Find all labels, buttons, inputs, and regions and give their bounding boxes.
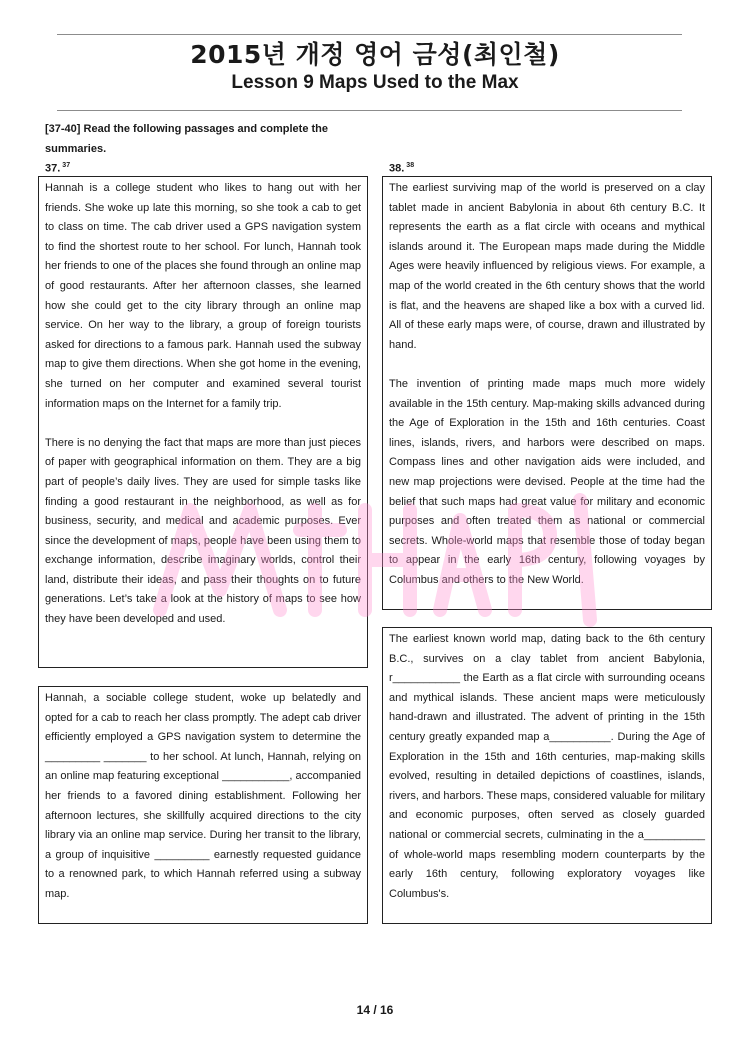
passage-37	[38, 176, 368, 668]
lesson-title: Lesson 9 Maps Used to the Max	[231, 72, 519, 93]
passage-38-paragraph-2: The invention of printing made maps much more widely available in the 15th century. Map-making skills advanced during the Age of Exploration in the 15th and 16th centuries. Coast lines, islands, rivers, and harbors were described on maps. Compass lines and other navigation aids were included, and new map projections were devised. People at the time had the belief that such maps had great value for military and economic purposes and often treated them as national or commercial secrets. Whole-world maps that resemble those of today began to appear in the early 16th century, following voyages by Columbus and others to the New World.	[389, 377, 705, 586]
summary-38-text: The earliest known world map, dating back to the 6th century B.C., survives on a clay tablet from ancient Babylonia, r___________ the Earth as a flat circle with surrounding oceans and mythical islands. These ancient maps were meticulously hand-drawn and illustrated. The advent of printing in the 15th century greatly expanded map a__________. During the Age of Exploration in the 15th and 16th centuries, map-making skills evolved, resulting in detailed depictions of coastlines, islands, rivers, and harbors. These maps, considered valuable for military and economic purposes, often served as closely guarded national or commercial secrets, culminating in the a__________ of whole-world maps resembling modern counterparts by the early 16th century, following exploratory voyages like Columbus's.	[389, 633, 705, 900]
question-38-number	[389, 158, 414, 177]
header-rule	[57, 110, 682, 111]
page-title: 2015년 개정 영어 금성(최인철)	[190, 40, 560, 69]
summary-37-text: Hannah, a sociable college student, woke up belatedly and opted for a cab to reach her class promptly. The adept cab driver efficiently employed a GPS navigation system to determine the _________ _______ to her school. At lunch, Hannah, relying on an online map featuring exceptional ___________, accompanied her friends to a favored dining establishment. Following her afternoon lectures, she skillfully acquired directions to the city library via an online map service. During her transit to the library, a group of inquisitive _________ earnestly requested guidance to a renowned park, to which Hannah referred using a subway map.	[45, 692, 361, 900]
question-37-superscript: 37	[62, 162, 71, 169]
top-rule	[57, 34, 682, 35]
summary-37	[38, 686, 368, 924]
question-37-label: 37.	[45, 162, 61, 175]
passage-37-paragraph-2: There is no denying the fact that maps are more than just pieces of paper with geographical information on them. They are a big part of people’s daily lives. They are used for simple tasks like finding a good restaurant in the neighborhood, as well as for business, security, and medical and academic purposes. Ever since the development of maps, people have been using them to exchange information, describe imaginary worlds, control their land, distribute their ideas, and pass their thoughts on to future generations. Let’s take a look at the history of maps to see how they have been developed and used.	[45, 436, 361, 626]
page-number: 14 / 16	[356, 1003, 394, 1017]
instructions: [37-40] Read the following passages and complete the summaries.	[45, 123, 329, 155]
summary-38	[382, 627, 712, 924]
question-38-label: 38.	[389, 162, 405, 175]
passage-37-paragraph-1: Hannah is a college student who likes to hang out with her friends. She woke up late this morning, so she took a cab to get to class on time. The cab driver used a GPS navigation system to find the shortest route to her school. For lunch, Hannah took her friends to one of the places she found through an online map of good restaurants. After her afternoon classes, she learned how she could get to the city library through an online map service. On her way to the library, a group of foreign tourists asked for directions to a famous park. Hannah used the subway map to give them directions. When she got home in the evening, she turned on her computer and examined several tourist information maps on the Internet for a family trip.	[45, 182, 361, 410]
passage-38	[382, 176, 712, 610]
question-38-superscript: 38	[406, 162, 415, 169]
question-37-number	[45, 158, 70, 177]
passage-38-paragraph-1: The earliest surviving map of the world is preserved on a clay tablet made in ancient Babylonia in about 6th century B.C. It represents the earth as a flat circle with oceans and mythical islands around it. The European maps made during the Middle Ages were heavily influenced by religious views. For example, a map of the world created in the 6th century shows that the world is flat, and the heavens are shaped like a box with a curved lid. All of these early maps were, of course, drawn and illustrated by hand.	[389, 182, 705, 351]
